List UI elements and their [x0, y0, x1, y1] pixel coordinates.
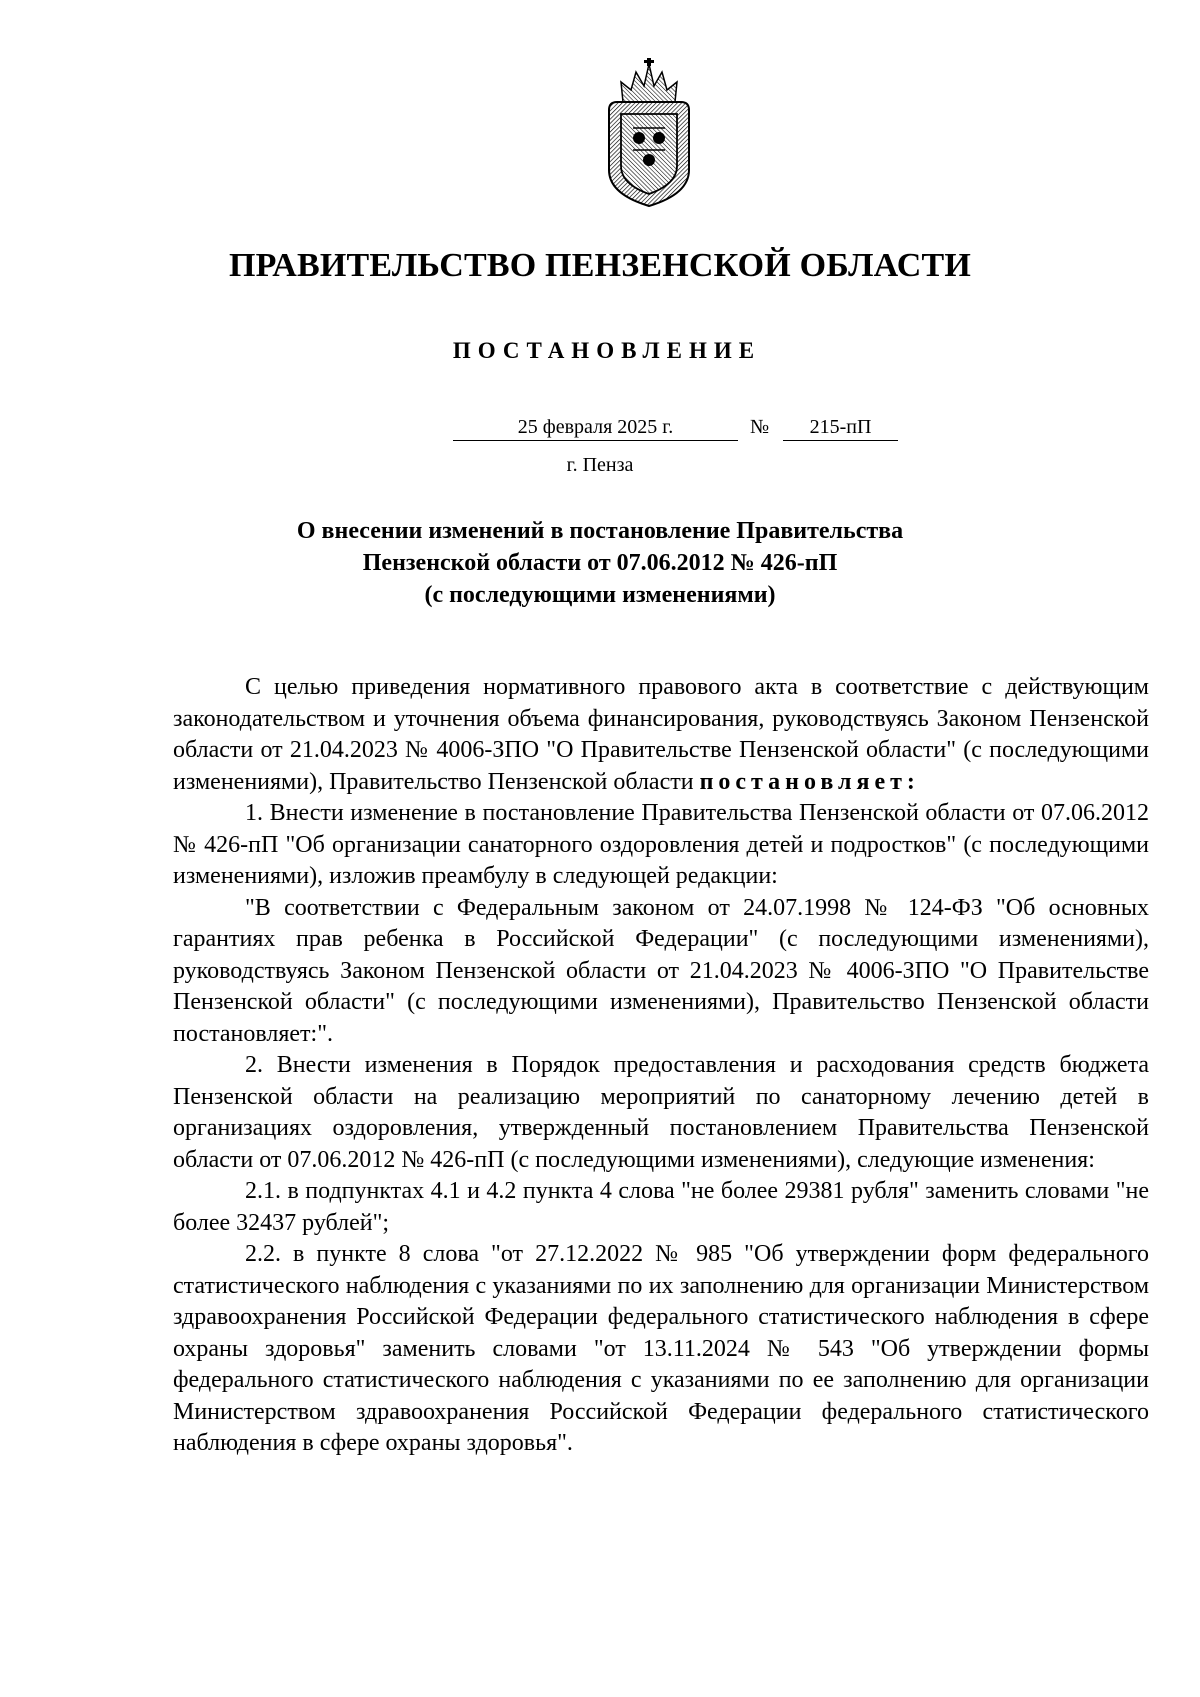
body-paragraph: 2.2. в пункте 8 слова "от 27.12.2022 № 985 "Об утверждении форм федерального статистического наблюдения с указаниями по их заполнению для организации Министерством здравоохранения Российской Федерации федерального статистического наблюдения в сфере охраны здоровья" заменить словами "от 13.11.2024 № 543 "Об утверждении формы федерального статистического наблюдения с указаниями по ее заполнению для организации Министерством здравоохранения Российской Федерации федерального статистического наблюдения в сфере охраны здоровья". — [173, 1241, 1149, 1456]
coat-of-arms-icon — [603, 58, 695, 208]
preamble-text: С целью приведения нормативного правового акта в соответствие с действующим законодательством и уточнения объема финансирования, руководствуясь Законом Пензенской области от 21.04.2023 № 4006-ЗПО "О Правительстве Пензенской области" (с последующими изменениями), Правительство Пензенской области — [173, 674, 1149, 795]
government-title: ПРАВИТЕЛЬСТВО ПЕНЗЕНСКОЙ ОБЛАСТИ — [228, 247, 971, 284]
body-paragraph: 2.1. в подпунктах 4.1 и 4.2 пункта 4 слова "не более 29381 рубля" заменить словами "не более 32437 рублей"; — [173, 1178, 1149, 1236]
body-paragraph: "В соответствии с Федеральным законом от 24.07.1998 № 124-ФЗ "Об основных гарантиях прав ребенка в Российской Федерации" (с последующими изменениями), руководствуясь Законом Пензенской области от 21.04.2023 № 4006-ЗПО "О Правительстве Пензенской области" (с последующими изменениями), Правительство Пензенской области постановляет:". — [173, 894, 1149, 1047]
body-paragraph: 1. Внести изменение в постановление Правительства Пензенской области от 07.06.2012 № 426-пП "Об организации санаторного оздоровления детей и подростков" (с последующими изменениями), изложив преамбулу в следующей редакции: — [173, 800, 1149, 889]
subject-line: (с последующими изменениями) — [424, 582, 776, 608]
preamble-paragraph — [173, 672, 1149, 798]
subject-line: О внесении изменений в постановление Правительства — [296, 518, 904, 544]
subject-line: Пензенской области от 07.06.2012 № 426-пП — [362, 550, 838, 576]
city: г. Пенза — [566, 454, 634, 476]
document-date: 25 февраля 2025 г. — [453, 414, 738, 441]
date-number-line — [453, 414, 903, 444]
document-body — [173, 672, 1149, 1460]
document-subject — [0, 515, 1200, 611]
preamble-verb: постановляет: — [699, 768, 920, 795]
document-type: ПОСТАНОВЛЕНИЕ — [452, 338, 762, 363]
document-number: 215-пП — [783, 414, 898, 441]
number-sign: № — [750, 416, 770, 438]
body-paragraph: 2. Внести изменения в Порядок предоставления и расходования средств бюджета Пензенской области на реализацию мероприятий по санаторному лечению детей в организациях оздоровления, утвержденный постановлением Правительства Пензенской области от 07.06.2012 № 426-пП (с последующими изменениями), следующие изменения: — [173, 1052, 1149, 1173]
